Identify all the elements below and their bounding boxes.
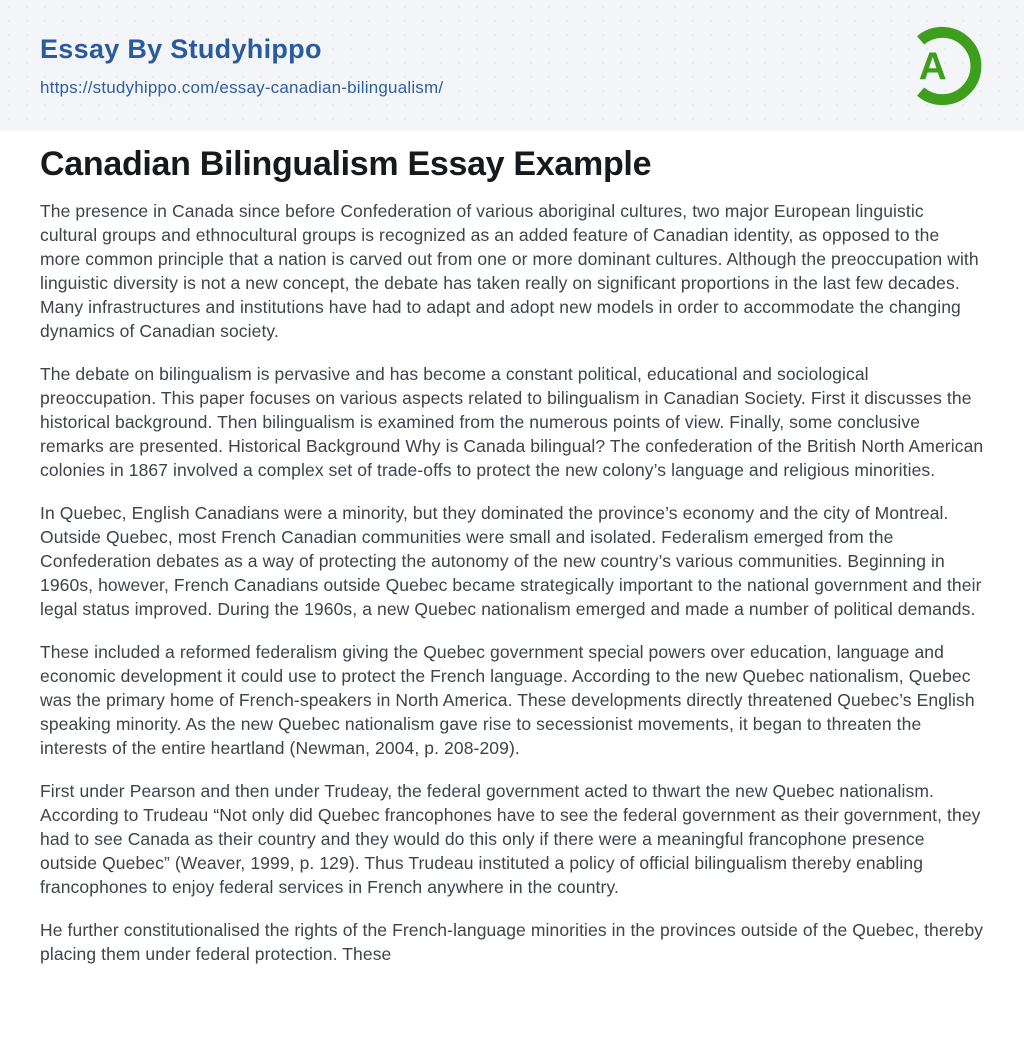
page-header — [0, 0, 1024, 131]
essay-paragraph-1: The presence in Canada since before Confederation of various aboriginal cultures, two major European linguistic cultural groups and ethnocultural groups is recognized as an added feature of Canadian identity, as opposed to the more common principle that a nation is carved out from one or more dominant cultures. Although the preoccupation with linguistic diversity is not a new concept, the debate has taken really on significant proportions in the last few decades. Many infrastructures and institutions have had to adapt and adopt new models in order to accommodate the changing dynamics of Canadian society. — [40, 200, 979, 341]
essay-article — [0, 131, 1024, 966]
essay-url-link[interactable]: https://studyhippo.com/essay-canadian-bilingualism/ — [40, 77, 444, 97]
essay-paragraph-2: The debate on bilingualism is pervasive and has become a constant political, educational and sociological preoccupation. This paper focuses on various aspects related to bilingualism in Canadian Society. First it discusses the historical background. Then bilingualism is examined from the numerous points of view. Finally, some conclusive remarks are presented. Historical Background Why is Canada bilingual? The confederation of the British North American colonies in 1867 involved a complex set of trade-offs to protect the new colony’s language and religious minorities. — [40, 363, 984, 480]
essay-paragraph-3: In Quebec, English Canadians were a minority, but they dominated the province’s economy and the city of Montreal. Outside Quebec, most French Canadian communities were small and isolated. Federalism emerged from the Confederation debates as a way of protecting the autonomy of the new country’s various communities. Beginning in 1960s, however, French Canadians outside Quebec became strategically important to the national government and their legal status improved. During the 1960s, a new Quebec nationalism emerged and made a number of political demands. — [40, 502, 982, 619]
logo-letter: A — [918, 44, 947, 88]
studyhippo-logo-icon — [900, 21, 984, 111]
essay-paragraph-4: These included a reformed federalism giving the Quebec government special powers over education, language and economic development it could use to protect the French language. According to the new Quebec nationalism, Quebec was the primary home of French-speakers in North America. These developments directly threatened Quebec’s English speaking minority. As the new Quebec nationalism gave rise to secessionist movements, it began to threaten the interests of the entire heartland (Newman, 2004, p. 208-209). — [40, 641, 975, 758]
essay-paragraph-6: He further constitutionalised the rights of the French-language minorities in the provinces outside of the Quebec, thereby placing them under federal protection. These — [40, 919, 984, 964]
site-title: Essay By Studyhippo — [40, 33, 322, 64]
page-title: Canadian Bilingualism Essay Example — [40, 145, 652, 183]
header-text-block — [40, 34, 443, 98]
essay-paragraph-5: First under Pearson and then under Trudeay, the federal government acted to thwart the new Quebec nationalism. According to Trudeau “Not only did Quebec francophones have to see the federal government as their government, they had to see Canada as their country and they would do this only if there were a meaningful francophone presence outside Quebec” (Weaver, 1999, p. 129). Thus Trudeau instituted a policy of official bilingualism thereby enabling francophones to enjoy federal services in French anywhere in the country. — [40, 780, 981, 897]
